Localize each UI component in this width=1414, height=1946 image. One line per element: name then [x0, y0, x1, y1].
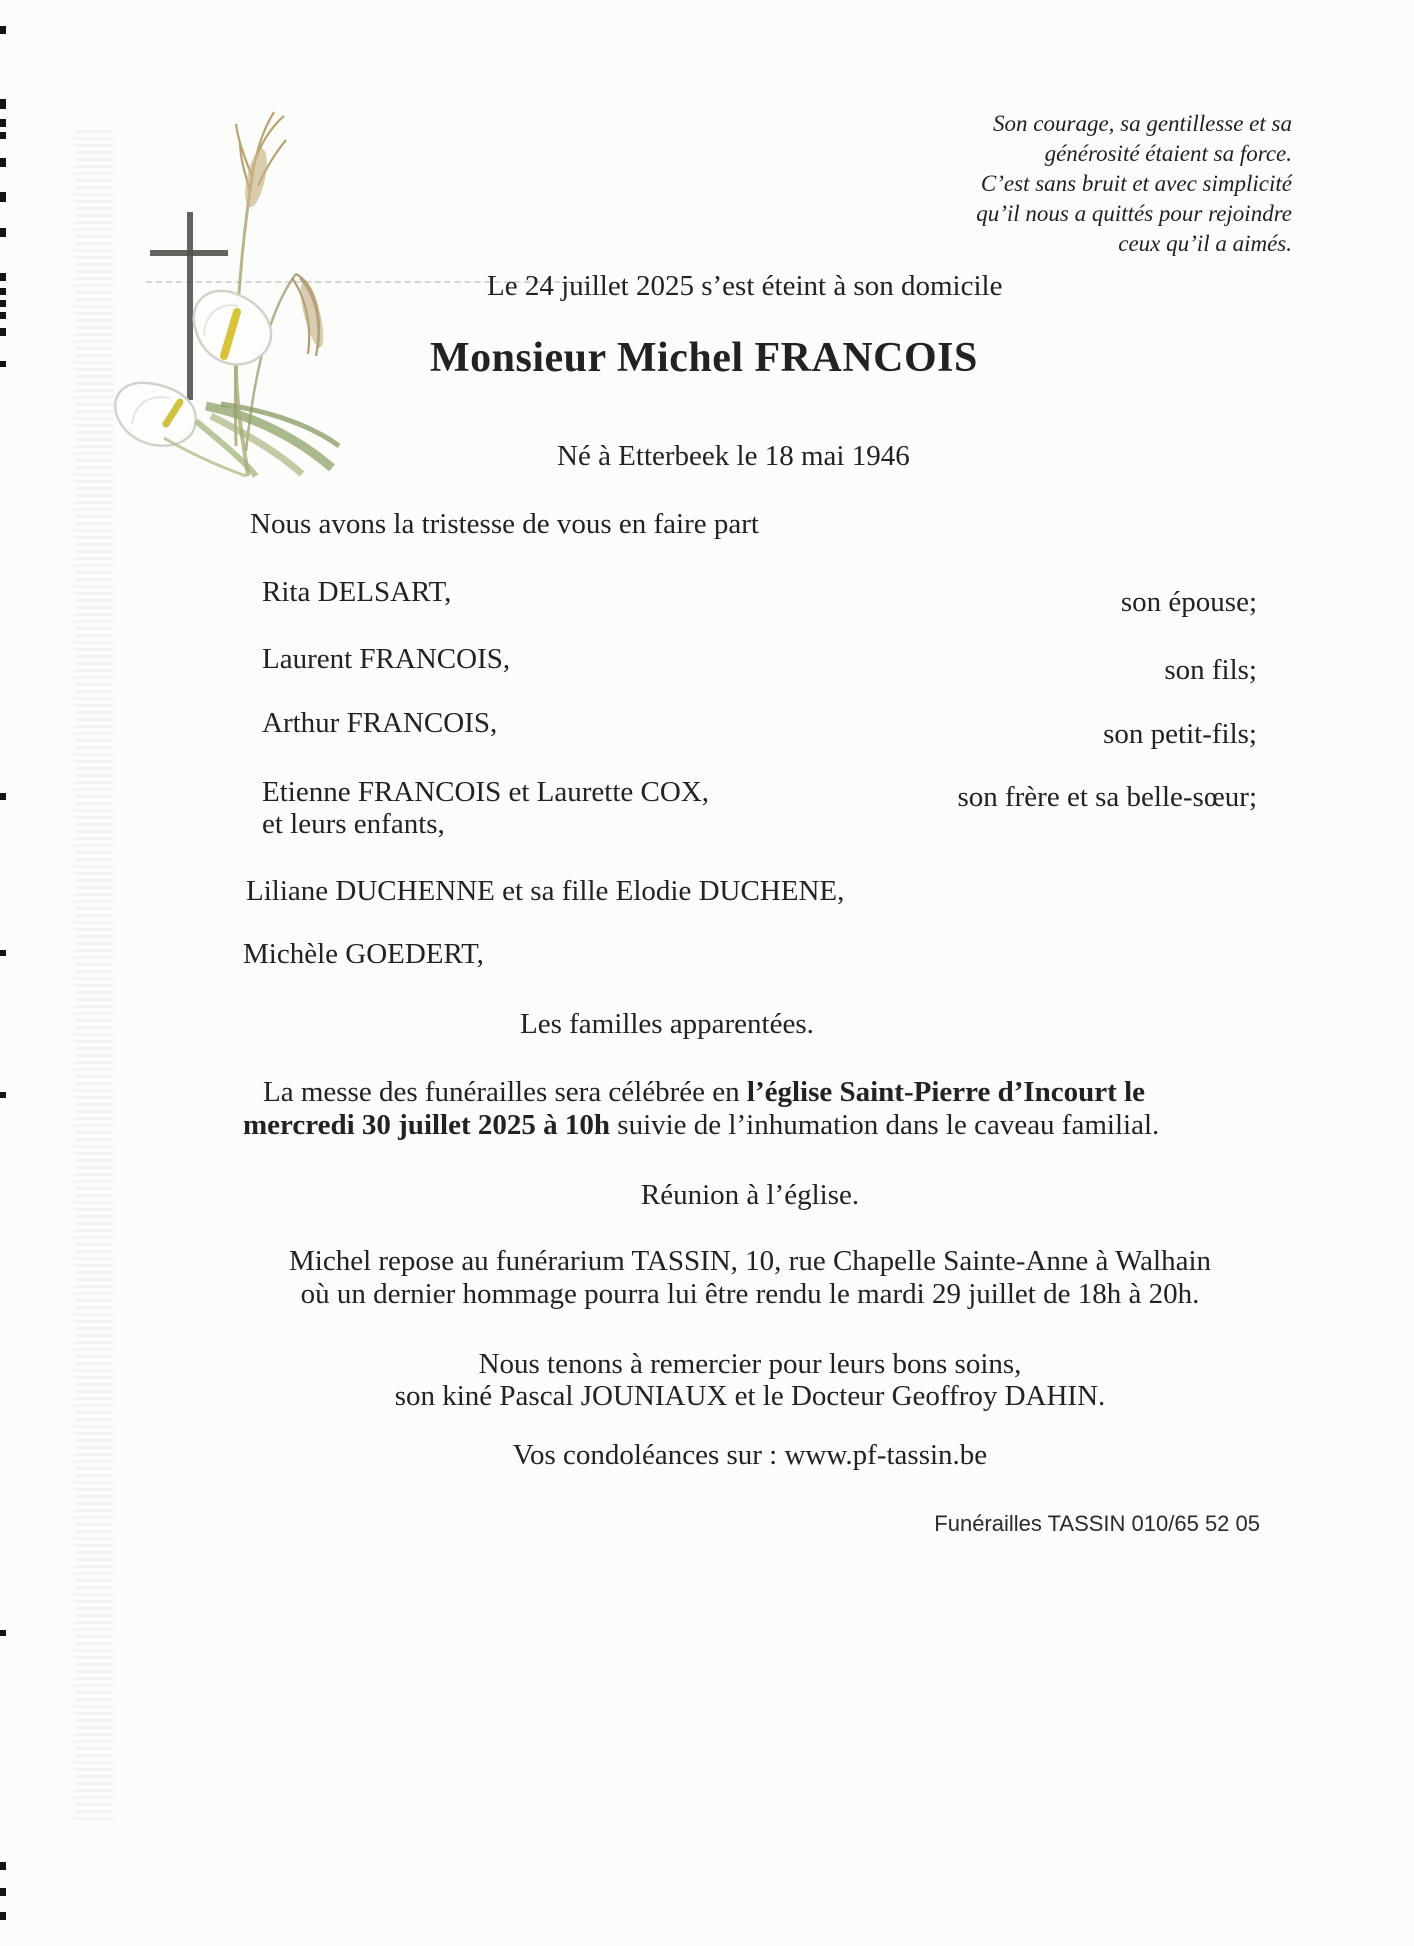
scan-artifact: [0, 99, 6, 109]
relative-line: Michèle GOEDERT,: [243, 938, 484, 970]
scan-artifact: [0, 119, 6, 127]
scan-artifact: [0, 288, 6, 295]
thanks-line-2: son kiné Pascal JOUNIAUX et le Docteur Geoffroy DAHIN.: [394, 1380, 1106, 1412]
repose-line-1: Michel repose au funérarium TASSIN, 10, rue Chapelle Sainte-Anne à Walhain: [288, 1245, 1211, 1277]
family-relation: son petit-fils;: [1103, 718, 1257, 750]
ceremony-datetime-bold: mercredi 30 juillet 2025 à 10h: [243, 1109, 611, 1141]
scan-artifact: [0, 1092, 6, 1098]
quote-line: C’est sans bruit et avec simplicité: [980, 171, 1292, 196]
scan-artifact: [0, 192, 6, 202]
ceremony-text: La messe des funérailles sera célébrée en: [263, 1076, 747, 1108]
scan-artifact: [0, 158, 6, 167]
announcement-line: Nous avons la tristesse de vous en faire part: [250, 508, 759, 540]
scan-artifact: [0, 328, 6, 336]
repose-line-2: où un dernier hommage pourra lui être rendu le mardi 29 juillet de 18h à 20h.: [300, 1278, 1200, 1310]
quote-line: ceux qu’il a aimés.: [1118, 231, 1292, 256]
scan-artifact: [0, 793, 6, 800]
scan-artifact: [0, 361, 6, 367]
family-relation: son frère et sa belle-sœur;: [957, 781, 1257, 813]
reunion-line: Réunion à l’église.: [640, 1179, 860, 1211]
scan-artifact: [0, 1912, 6, 1920]
family-name: Rita DELSART,: [262, 576, 452, 608]
condolences-line: Vos condoléances sur : www.pf-tassin.be: [512, 1439, 988, 1471]
memorial-quote: [812, 109, 1292, 259]
scan-artifact: [0, 312, 6, 319]
ceremony-line-1: [263, 1076, 1145, 1109]
quote-line: générosité étaient sa force.: [1044, 141, 1292, 166]
cross-and-lilies-icon: [86, 106, 348, 478]
death-date-line: Le 24 juillet 2025 s’est éteint à son domicile: [487, 270, 1003, 302]
family-relation: son épouse;: [1120, 586, 1257, 618]
family-relation: son fils;: [1164, 654, 1257, 686]
scan-artifact: [0, 1862, 6, 1870]
quote-line: qu’il nous a quittés pour rejoindre: [976, 201, 1292, 226]
family-name: Laurent FRANCOIS,: [262, 643, 511, 675]
family-name: Arthur FRANCOIS,: [262, 707, 498, 739]
families-line: Les familles apparentées.: [520, 1008, 814, 1040]
ceremony-text: suivie de l’inhumation dans le caveau familial.: [610, 1109, 1160, 1141]
relative-line: Liliane DUCHENNE et sa fille Elodie DUCHENE,: [246, 875, 845, 907]
scan-artifact: [0, 1630, 6, 1636]
scan-artifact: [0, 1888, 6, 1896]
scan-artifact: [0, 228, 6, 237]
funeral-home-contact: Funérailles TASSIN 010/65 52 05: [934, 1511, 1260, 1536]
family-name-continued: et leurs enfants,: [262, 808, 445, 840]
scan-artifact: [0, 300, 6, 307]
birth-line: Né à Etterbeek le 18 mai 1946: [557, 440, 910, 472]
scan-artifact: [0, 273, 6, 281]
ceremony-church-bold: l’église Saint-Pierre d’Incourt le: [746, 1076, 1146, 1108]
scan-artifact: [0, 26, 6, 34]
quote-line: Son courage, sa gentillesse et sa: [993, 111, 1292, 136]
family-name: Etienne FRANCOIS et Laurette COX,: [262, 776, 710, 808]
page-title-deceased-name: Monsieur Michel FRANCOIS: [430, 335, 978, 381]
ceremony-line-2: [243, 1109, 1159, 1142]
scan-artifact: [0, 950, 6, 956]
scan-artifact: [0, 132, 6, 139]
thanks-line-1: Nous tenons à remercier pour leurs bons soins,: [478, 1348, 1022, 1380]
